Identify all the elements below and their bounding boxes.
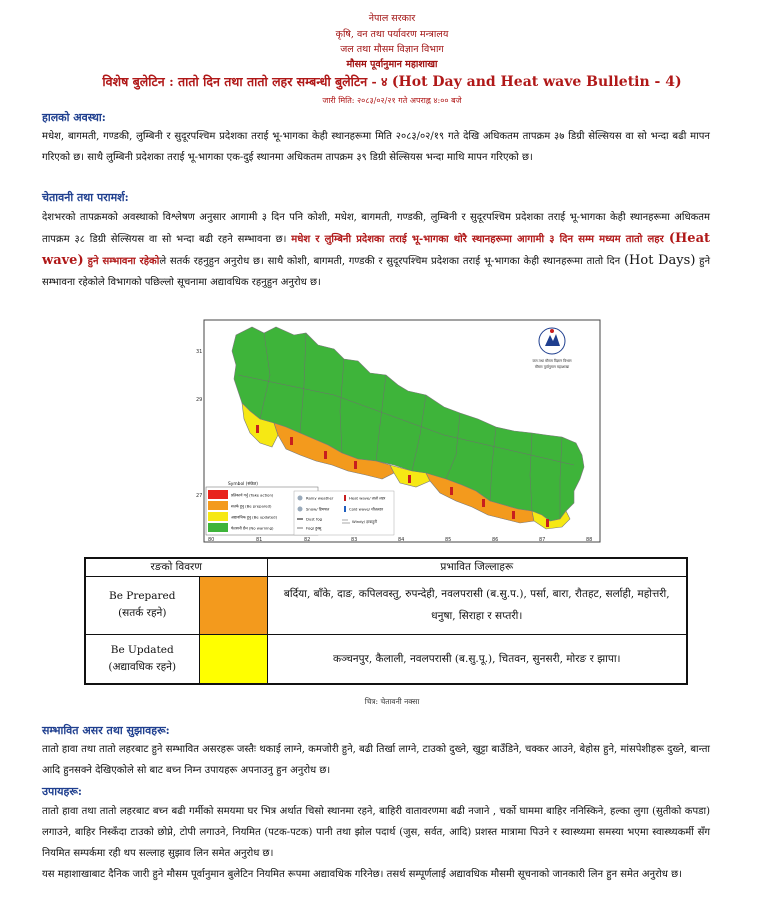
level-name-en: Be Updated: [110, 643, 174, 656]
org-line-department: जल तथा मौसम विज्ञान विभाग: [340, 44, 444, 55]
legend-symbol-rain: Rainy weather: [306, 495, 334, 501]
warning-text: [42, 207, 710, 293]
warning-text-part7: हुने सम्भावना रहेकोले विभागको पछिल्लो सूचनामा अद्यावधिक रहनुहुन अनुरोध छ।: [42, 256, 711, 288]
bulletin-title: [0, 73, 784, 90]
warning-heat-wave: (Heat wave): [42, 231, 710, 268]
dust-icon: [297, 518, 303, 520]
warning-heading: चेतावनी तथा परामर्श:: [42, 191, 129, 204]
org-line-division: मौसम पूर्वानुमान महाशाखा: [346, 59, 438, 70]
level-swatch-be-prepared: [199, 576, 267, 634]
table-row-be-updated: [85, 634, 687, 684]
districts-be-updated: कञ्चनपुर, कैलाली, नवलपरासी (ब.सु.पू.), चितवन, सुनसरी, मोरङ र झापा।: [267, 634, 687, 684]
affected-districts-table: [84, 557, 688, 685]
measures-note: यस महाशाखाबाट दैनिक जारी हुने मौसम पूर्वानुमान बुलेटिन नियमित रूपमा अद्यावधिक गरिनेछ। तसर्थ सम्पूर्णलाई अद्यावधिक मौसमी सूचनाको जानकारी लिन हुन समेत अनुरोध छ।: [42, 869, 682, 880]
lat-tick-29: 29: [196, 397, 203, 403]
level-name-be-prepared: [85, 576, 199, 634]
legend-swatch-no-warning: [208, 523, 228, 532]
rain-cloud-icon: [298, 496, 303, 501]
issued-date: जारी मिति: २०८३/०२/२१ गते अपराह्न ४:०० बजे: [322, 96, 462, 105]
lon-tick-87: 87: [539, 537, 546, 543]
legend-symbol-heat: Heat wave/ तातो लहर: [349, 495, 386, 501]
org-line-govt: नेपाल सरकार: [368, 13, 416, 24]
table-header-districts: प्रभावित जिल्लाहरू: [267, 558, 687, 576]
lon-tick-81: 81: [256, 537, 263, 543]
legend-symbol-snow: Snow/ हिमपात: [306, 506, 330, 512]
legend-symbol-dust: Dust fog: [306, 516, 323, 522]
legend-symbol-fog: Fog/ हुस्सु: [306, 525, 322, 531]
map-caption: चित्र: चेतावनी नक्सा: [364, 697, 420, 706]
legend-swatch-be-prepared: [208, 501, 228, 510]
table-row-be-prepared: [85, 576, 687, 634]
legend-symbol-wind: Windy/ हावाहुरी: [352, 519, 377, 524]
legend-swatch-take-action: [208, 490, 228, 499]
level-swatch-be-updated: [199, 634, 267, 684]
current-situation-heading: हालको अवस्था:: [42, 111, 106, 124]
impacts-text: तातो हावा तथा तातो लहरबाट हुने सम्भावित असरहरू जस्तैः थकाई लाग्ने, कमजोरी हुने, बढी तिर्खा लाग्ने, टाउको दुख्ने, खुट्टा बाउँडिने, चक्कर आउने, बेहोस हुने, मांसपेशीहरू दुख्ने, बान्ता आदि हुनसक्ने देखिएकोले सो बाट बच्न निम्न उपायहरू अपनाउनु हुन अनुरोध छ।: [42, 744, 710, 776]
warning-highlight: मधेश र लुम्बिनी प्रदेशका तराई भू-भागका थोरै स्थानहरूमा आगामी ३ दिन सम्म मध्यम तातो लहर: [291, 234, 669, 245]
level-name-be-updated: [85, 634, 199, 684]
measures-heading: उपायहरू:: [42, 785, 82, 798]
table-header-row: [85, 558, 687, 576]
warning-text-part5: ले सतर्क रहनुहुन अनुरोध छ। साथै कोशी, बागमती, गण्डकी र सुदूरपश्चिम प्रदेशका तराई भू-भागका केही स्थानहरूमा तातो दिन: [159, 256, 624, 267]
lat-tick-31: 31: [196, 349, 203, 355]
warning-highlight-end: हुने सम्भावना रहेको: [83, 256, 160, 267]
legend-label-be-updated: अद्यावधिक हुनु (Be updated): [231, 514, 278, 520]
lon-tick-84: 84: [398, 537, 405, 543]
lon-tick-88: 88: [586, 537, 593, 543]
warning-map: [194, 315, 610, 547]
warning-hot-days: (Hot Days): [623, 253, 696, 268]
measures-text: तातो हावा तथा तातो लहरबाट बच्न बढी गर्मीको समयमा घर भित्र अर्थात चिसो स्थानमा रहने, बाहिरी वातावरणमा बढी नजाने , चर्को घाममा बाहिर ननिस्किने, हल्का लुगा (सुतीको कपडा) लगाउने, बाहिर निस्कँदा टाउको छोप्ने, टोपी लगाउने, नियमित (पटक-पटक) पानी तथा झोल पदार्थ (जुस, सर्वत, आदि) प्रशस्त मात्रामा पिउने र स्वास्थ्यमा समस्या भएमा स्वास्थ्यकर्मी सँग नियमित सम्पर्कमा रही थप सल्लाह सुझाव लिन समेत अनुरोध छ।: [42, 806, 710, 859]
lon-tick-85: 85: [445, 537, 452, 543]
fog-icon: [297, 527, 303, 529]
districts-be-prepared: बर्दिया, बाँके, दाङ, कपिलवस्तु, रुपन्देही, नवलपरासी (ब.सु.प.), पर्सा, बारा, रौतहट, सर्लाही, महोत्तरी, धनुषा, सिराहा र सप्तरी।: [267, 576, 687, 634]
bulletin-title-en: (Hot Day and Heat wave Bulletin - 4): [391, 74, 682, 90]
thermometer-hot-icon: [344, 495, 346, 501]
lon-tick-80: 80: [208, 537, 215, 543]
level-name-en: Be Prepared: [108, 590, 176, 602]
legend-label-take-action: प्रतिकार्य गर्नु (Take action): [231, 492, 274, 498]
logo-subtext: मौसम पूर्वानुमान महाशाखा: [534, 365, 570, 369]
logo-text: जल तथा मौसम विज्ञान विभाग: [532, 359, 572, 363]
legend-symbol-cold: Cold wave/ शीतलहर: [349, 506, 384, 512]
lon-tick-86: 86: [492, 537, 499, 543]
lon-tick-82: 82: [304, 537, 311, 543]
current-situation-text: मधेश, बागमती, गण्डकी, लुम्बिनी र सुदूरपश्चिम प्रदेशका तराई भू-भागका केही स्थानहरूमा मिति २०८३/०२/१९ गते देखि अधिकतम तापक्रम ३७ डिग्री सेल्सियस वा सो भन्दा बढी मापन गरिएको छ। साथै लुम्बिनी प्रदेशका तराई भू-भागका एक-दुई स्थानमा अधिकतम तापक्रम ३९ डिग्री सेल्सियस भन्दा माथि मापन गरिएको छ।: [42, 131, 710, 163]
legend-title: Symbol (संकेत): [228, 482, 259, 487]
legend-label-be-prepared: सतर्क हुनु (Be prepared): [231, 503, 272, 509]
level-name-np: (अद्यावधिक रहने): [108, 660, 177, 673]
level-name-np: (सतर्क रहने): [118, 607, 167, 619]
lon-tick-83: 83: [351, 537, 358, 543]
thermometer-cold-icon: [344, 506, 346, 512]
table-header-color: रङको विवरण: [85, 558, 267, 576]
lat-tick-27: 27: [196, 493, 203, 499]
warning-map-svg: [194, 315, 610, 547]
legend-label-no-warning: चेतावनी छैन (No warning): [231, 525, 274, 531]
bulletin-title-np: विशेष बुलेटिन : तातो दिन तथा तातो लहर सम्बन्धी बुलेटिन - ४: [102, 74, 388, 89]
snow-cloud-icon: [298, 507, 303, 512]
org-line-ministry: कृषि, वन तथा पर्यावरण मन्त्रालय: [335, 29, 449, 40]
impacts-heading: सम्भावित असर तथा सुझावहरू:: [42, 724, 170, 737]
legend-swatch-be-updated: [208, 512, 228, 521]
warning-text-part1: देशभरको तापक्रमको अवस्थाको विश्लेषण अनुसार आगामी ३ दिन पनि कोशी, मधेश, बागमती, गण्डकी, लुम्बिनी र सुदूरपश्चिम प्रदेशका तराई भू-भागका केही स्थानहरूमा अधिकतम तापक्रम ३८ डिग्री सेल्सियस वा सो भन्दा बढी रहने सम्भावना छ।: [42, 212, 710, 245]
